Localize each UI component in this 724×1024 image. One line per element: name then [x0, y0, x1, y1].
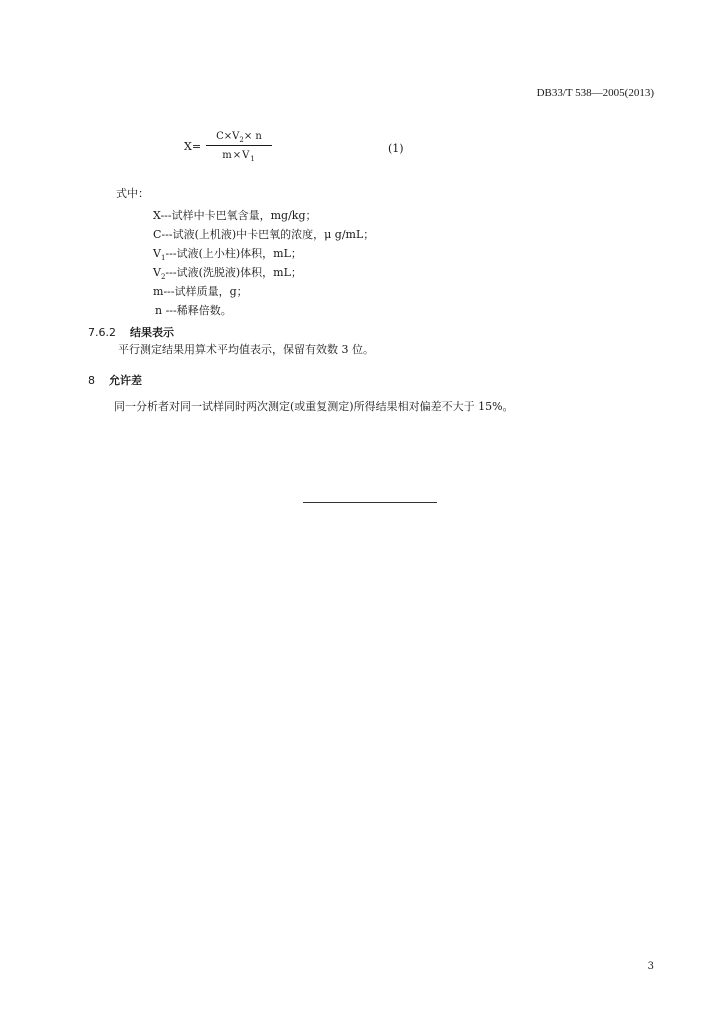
equation-number: (1) — [388, 142, 404, 155]
variable-description: ---试样质量，g； — [163, 285, 248, 298]
formula-lhs: X= — [184, 140, 202, 153]
end-of-document-rule — [303, 502, 437, 503]
variables-intro: 式中： — [116, 187, 149, 200]
variable-symbol: V — [153, 266, 161, 279]
variable-line — [153, 207, 317, 223]
variable-symbol: X — [153, 209, 161, 222]
section-body: 同一分析者对同一试样同时两次测定(或重复测定)所得结果相对偏差不大于 15%。 — [114, 400, 514, 413]
numerator-part1: C×V — [216, 131, 240, 142]
variable-description: ---试液(洗脱液)体积，mL； — [165, 266, 302, 279]
variable-symbol: n — [155, 304, 163, 317]
variable-description: ---试液(上机液)中卡巴氧的浓度，μ g/mL； — [161, 228, 375, 241]
variable-line — [155, 302, 232, 318]
formula-fraction — [206, 130, 272, 163]
variable-description: ---稀释倍数。 — [162, 304, 232, 317]
variable-subscript: 2 — [160, 273, 166, 282]
section-number: 7.6.2 — [88, 326, 116, 339]
variable-symbol: C — [153, 228, 162, 241]
numerator-part2: × n — [243, 131, 262, 142]
section-heading — [88, 369, 142, 388]
variable-line — [153, 264, 302, 281]
formula-denominator — [206, 149, 272, 163]
variable-line — [153, 245, 302, 262]
variable-symbol: m — [153, 285, 164, 298]
formula-numerator — [206, 130, 272, 144]
numerator-subscript: 2 — [239, 136, 244, 144]
section-heading — [88, 321, 174, 340]
variable-description: ---试样中卡巴氧含量，mg/kg； — [160, 209, 317, 222]
section-body: 平行测定结果用算术平均值表示，保留有效数 3 位。 — [118, 343, 374, 356]
section-number: 8 — [88, 374, 95, 387]
denominator-part1: m×V — [222, 150, 251, 161]
section-title: 结果表示 — [130, 326, 174, 339]
variable-line — [153, 226, 374, 242]
variable-description: ---试液(上小柱)体积，mL； — [165, 247, 302, 260]
fraction-bar — [206, 145, 272, 146]
denominator-subscript: 1 — [250, 155, 256, 163]
variable-subscript: 1 — [160, 254, 166, 263]
document-code: DB33/T 538—2005(2013) — [536, 87, 654, 99]
page-number: 3 — [647, 961, 654, 972]
variable-symbol: V — [153, 247, 161, 260]
variable-line — [153, 283, 248, 299]
section-title: 允许差 — [109, 374, 142, 387]
